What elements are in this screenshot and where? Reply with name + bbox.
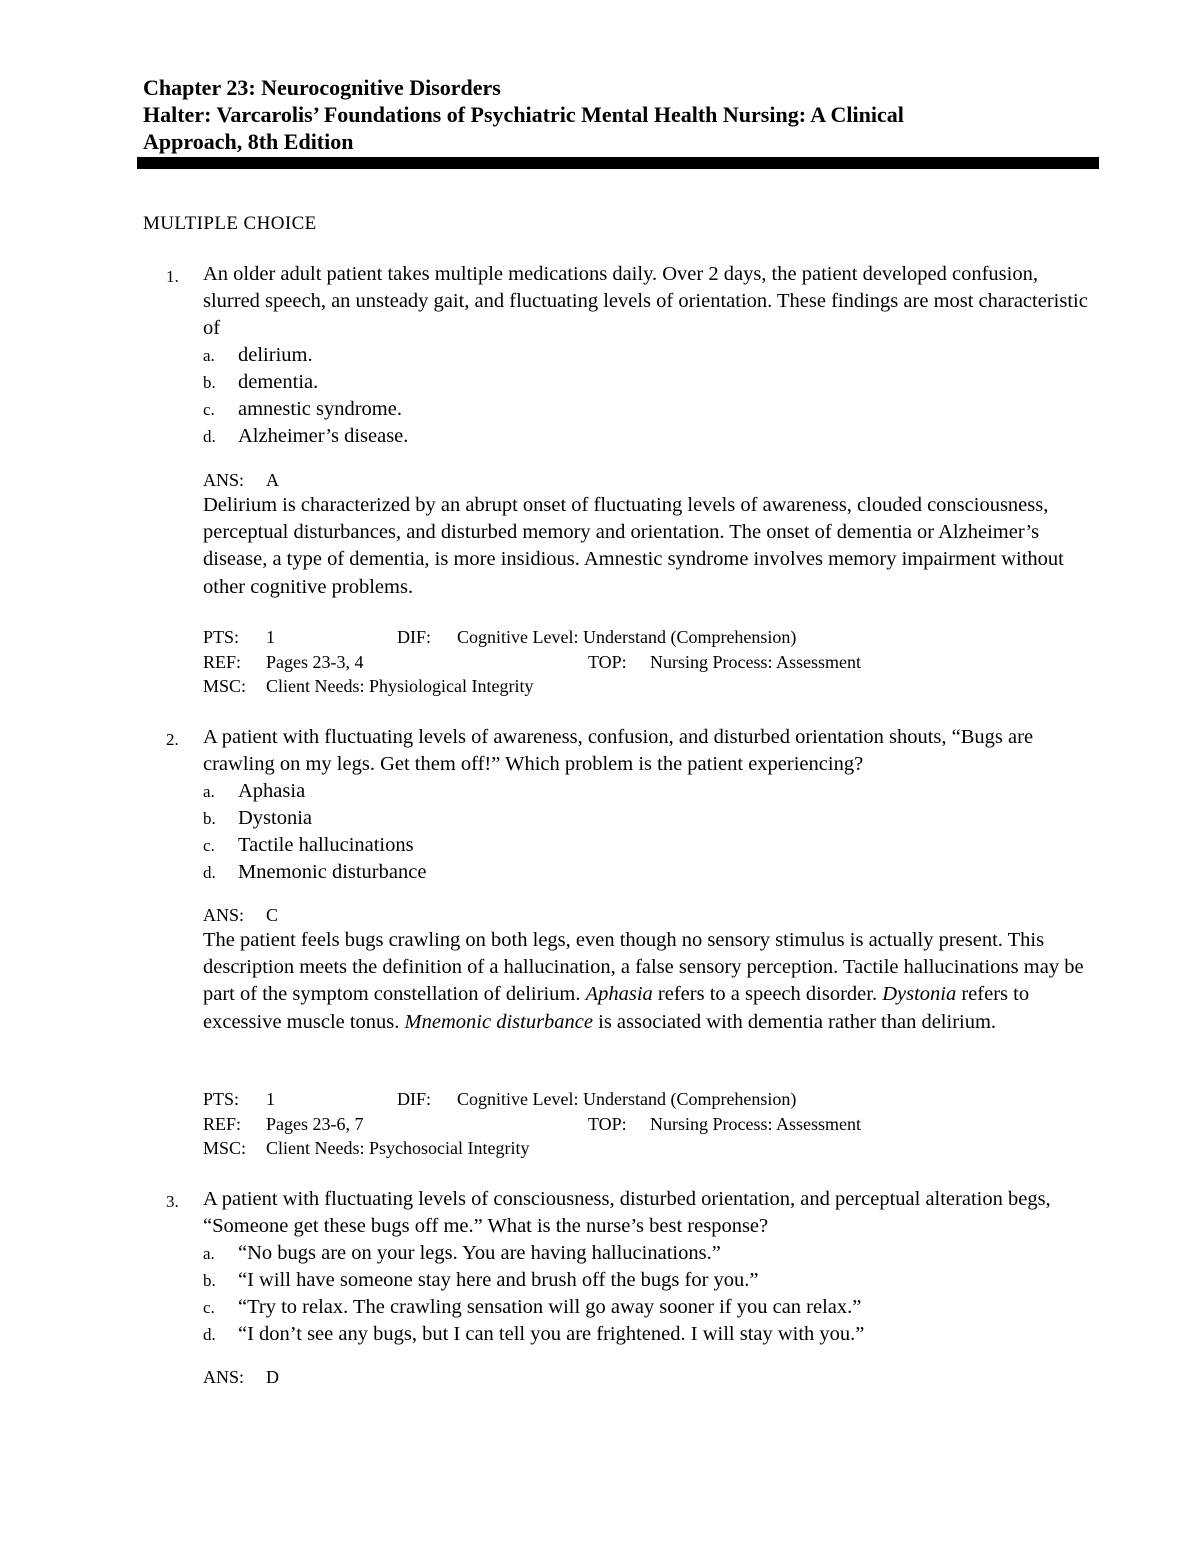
option-letter: a. (203, 782, 215, 801)
top-value: Nursing Process: Assessment (650, 1113, 861, 1134)
msc-value: Client Needs: Psychosocial Integrity (266, 1138, 530, 1158)
option-text: Aphasia (238, 780, 306, 802)
rationale (203, 927, 1098, 1036)
pts-value: 1 (266, 627, 275, 647)
answer-line (203, 468, 279, 492)
ref-label: REF: (203, 651, 242, 672)
option-text: Mnemonic disturbance (238, 861, 427, 883)
pts-label: PTS: (203, 1089, 240, 1109)
option-text: amnestic syndrome. (238, 398, 402, 420)
dif-label: DIF: (397, 627, 432, 647)
option-letter: a. (203, 346, 215, 365)
book-title-line-1: Halter: Varcarolis’ Foundations of Psychiatric Mental Health Nursing: A Clinical (143, 102, 904, 127)
term-dystonia: Dystonia (882, 983, 957, 1006)
option-letter: b. (203, 809, 216, 828)
term-aphasia: Aphasia (585, 983, 653, 1006)
answer-line (203, 903, 278, 927)
question-stem: A patient with fluctuating levels of consciousness, disturbed orientation, and perceptual alteration begs, “Someone get these bugs off me.” What is the nurse’s best response? (203, 1188, 1051, 1238)
dif-value: Cognitive Level: Understand (Comprehension) (457, 1089, 797, 1109)
msc-label: MSC: (203, 676, 247, 696)
option-letter: a. (203, 1244, 215, 1263)
answer-line (203, 1365, 279, 1389)
rationale-text: refers to excessive muscle tonus. (203, 983, 1030, 1033)
msc-label: MSC: (203, 1138, 247, 1158)
top-label: TOP: (588, 651, 627, 672)
header-divider (137, 157, 1099, 169)
question-number: 3. (166, 1192, 179, 1211)
option-letter: d. (203, 427, 216, 446)
answer-value: D (266, 1367, 279, 1387)
question-stem: A patient with fluctuating levels of awareness, confusion, and disturbed orientation shouts, “Bugs are crawling on my legs. Get them off!” Which problem is the patient experiencing? (203, 726, 1034, 776)
option-letter: d. (203, 863, 216, 882)
ref-value: Pages 23-6, 7 (266, 1113, 364, 1134)
top-value: Nursing Process: Assessment (650, 651, 861, 672)
rationale: Delirium is characterized by an abrupt onset of fluctuating levels of awareness, clouded consciousness, perceptual disturbances, and disturbed memory and orientation. The onset of dementia or Alzheimer’s disease, a type of dementia, is more insidious. Amnestic syndrome involves memory impairment without other cognitive problems. (203, 494, 1064, 598)
option-text: Tactile hallucinations (238, 834, 414, 856)
option-letter: b. (203, 373, 216, 392)
answer-value: A (266, 470, 279, 490)
option-text: dementia. (238, 371, 319, 393)
answer-label: ANS: (203, 905, 245, 925)
option-letter: c. (203, 400, 215, 419)
answer-value: C (266, 905, 279, 925)
top-label: TOP: (588, 1113, 627, 1134)
answer-label: ANS: (203, 470, 245, 490)
section-title: MULTIPLE CHOICE (143, 213, 317, 234)
ref-value: Pages 23-3, 4 (266, 651, 364, 672)
dif-value: Cognitive Level: Understand (Comprehension) (457, 627, 797, 647)
option-text: “Try to relax. The crawling sensation will go away sooner if you can relax.” (238, 1296, 862, 1318)
option-text: “No bugs are on your legs. You are having hallucinations.” (238, 1242, 721, 1264)
book-title-line-2: Approach, 8th Edition (143, 129, 354, 154)
answer-label: ANS: (203, 1367, 245, 1387)
ref-label: REF: (203, 1113, 242, 1134)
option-text: Alzheimer’s disease. (238, 425, 409, 447)
document-header (143, 74, 1103, 155)
question-number: 1. (166, 267, 179, 286)
rationale-text: is associated with dementia rather than delirium. (593, 1010, 997, 1033)
dif-label: DIF: (397, 1089, 432, 1109)
pts-value: 1 (266, 1089, 275, 1109)
option-text: “I will have someone stay here and brush off the bugs for you.” (238, 1269, 759, 1291)
option-text: Dystonia (238, 807, 313, 829)
option-text: delirium. (238, 344, 313, 366)
option-letter: c. (203, 836, 215, 855)
msc-value: Client Needs: Physiological Integrity (266, 676, 534, 696)
question-stem: An older adult patient takes multiple medications daily. Over 2 days, the patient developed confusion, slurred speech, an unsteady gait, and fluctuating levels of orientation. These findings are most characteristic of (203, 263, 1088, 340)
option-letter: c. (203, 1298, 215, 1317)
pts-label: PTS: (203, 627, 240, 647)
rationale-text: The patient feels bugs crawling on both legs, even though no sensory stimulus is actually present. This description meets the definition of a hallucination, a false sensory perception. Tactile hallucinations may be part of the symptom constellation of delirium. (203, 929, 1084, 1006)
option-letter: d. (203, 1325, 216, 1344)
term-mnemonic-disturbance: Mnemonic disturbance (404, 1010, 593, 1033)
option-letter: b. (203, 1271, 216, 1290)
rationale-text: refers to a speech disorder. (652, 983, 883, 1006)
option-text: “I don’t see any bugs, but I can tell you are frightened. I will stay with you.” (238, 1323, 865, 1345)
question-number: 2. (166, 730, 179, 749)
chapter-title: Chapter 23: Neurocognitive Disorders (143, 75, 501, 100)
